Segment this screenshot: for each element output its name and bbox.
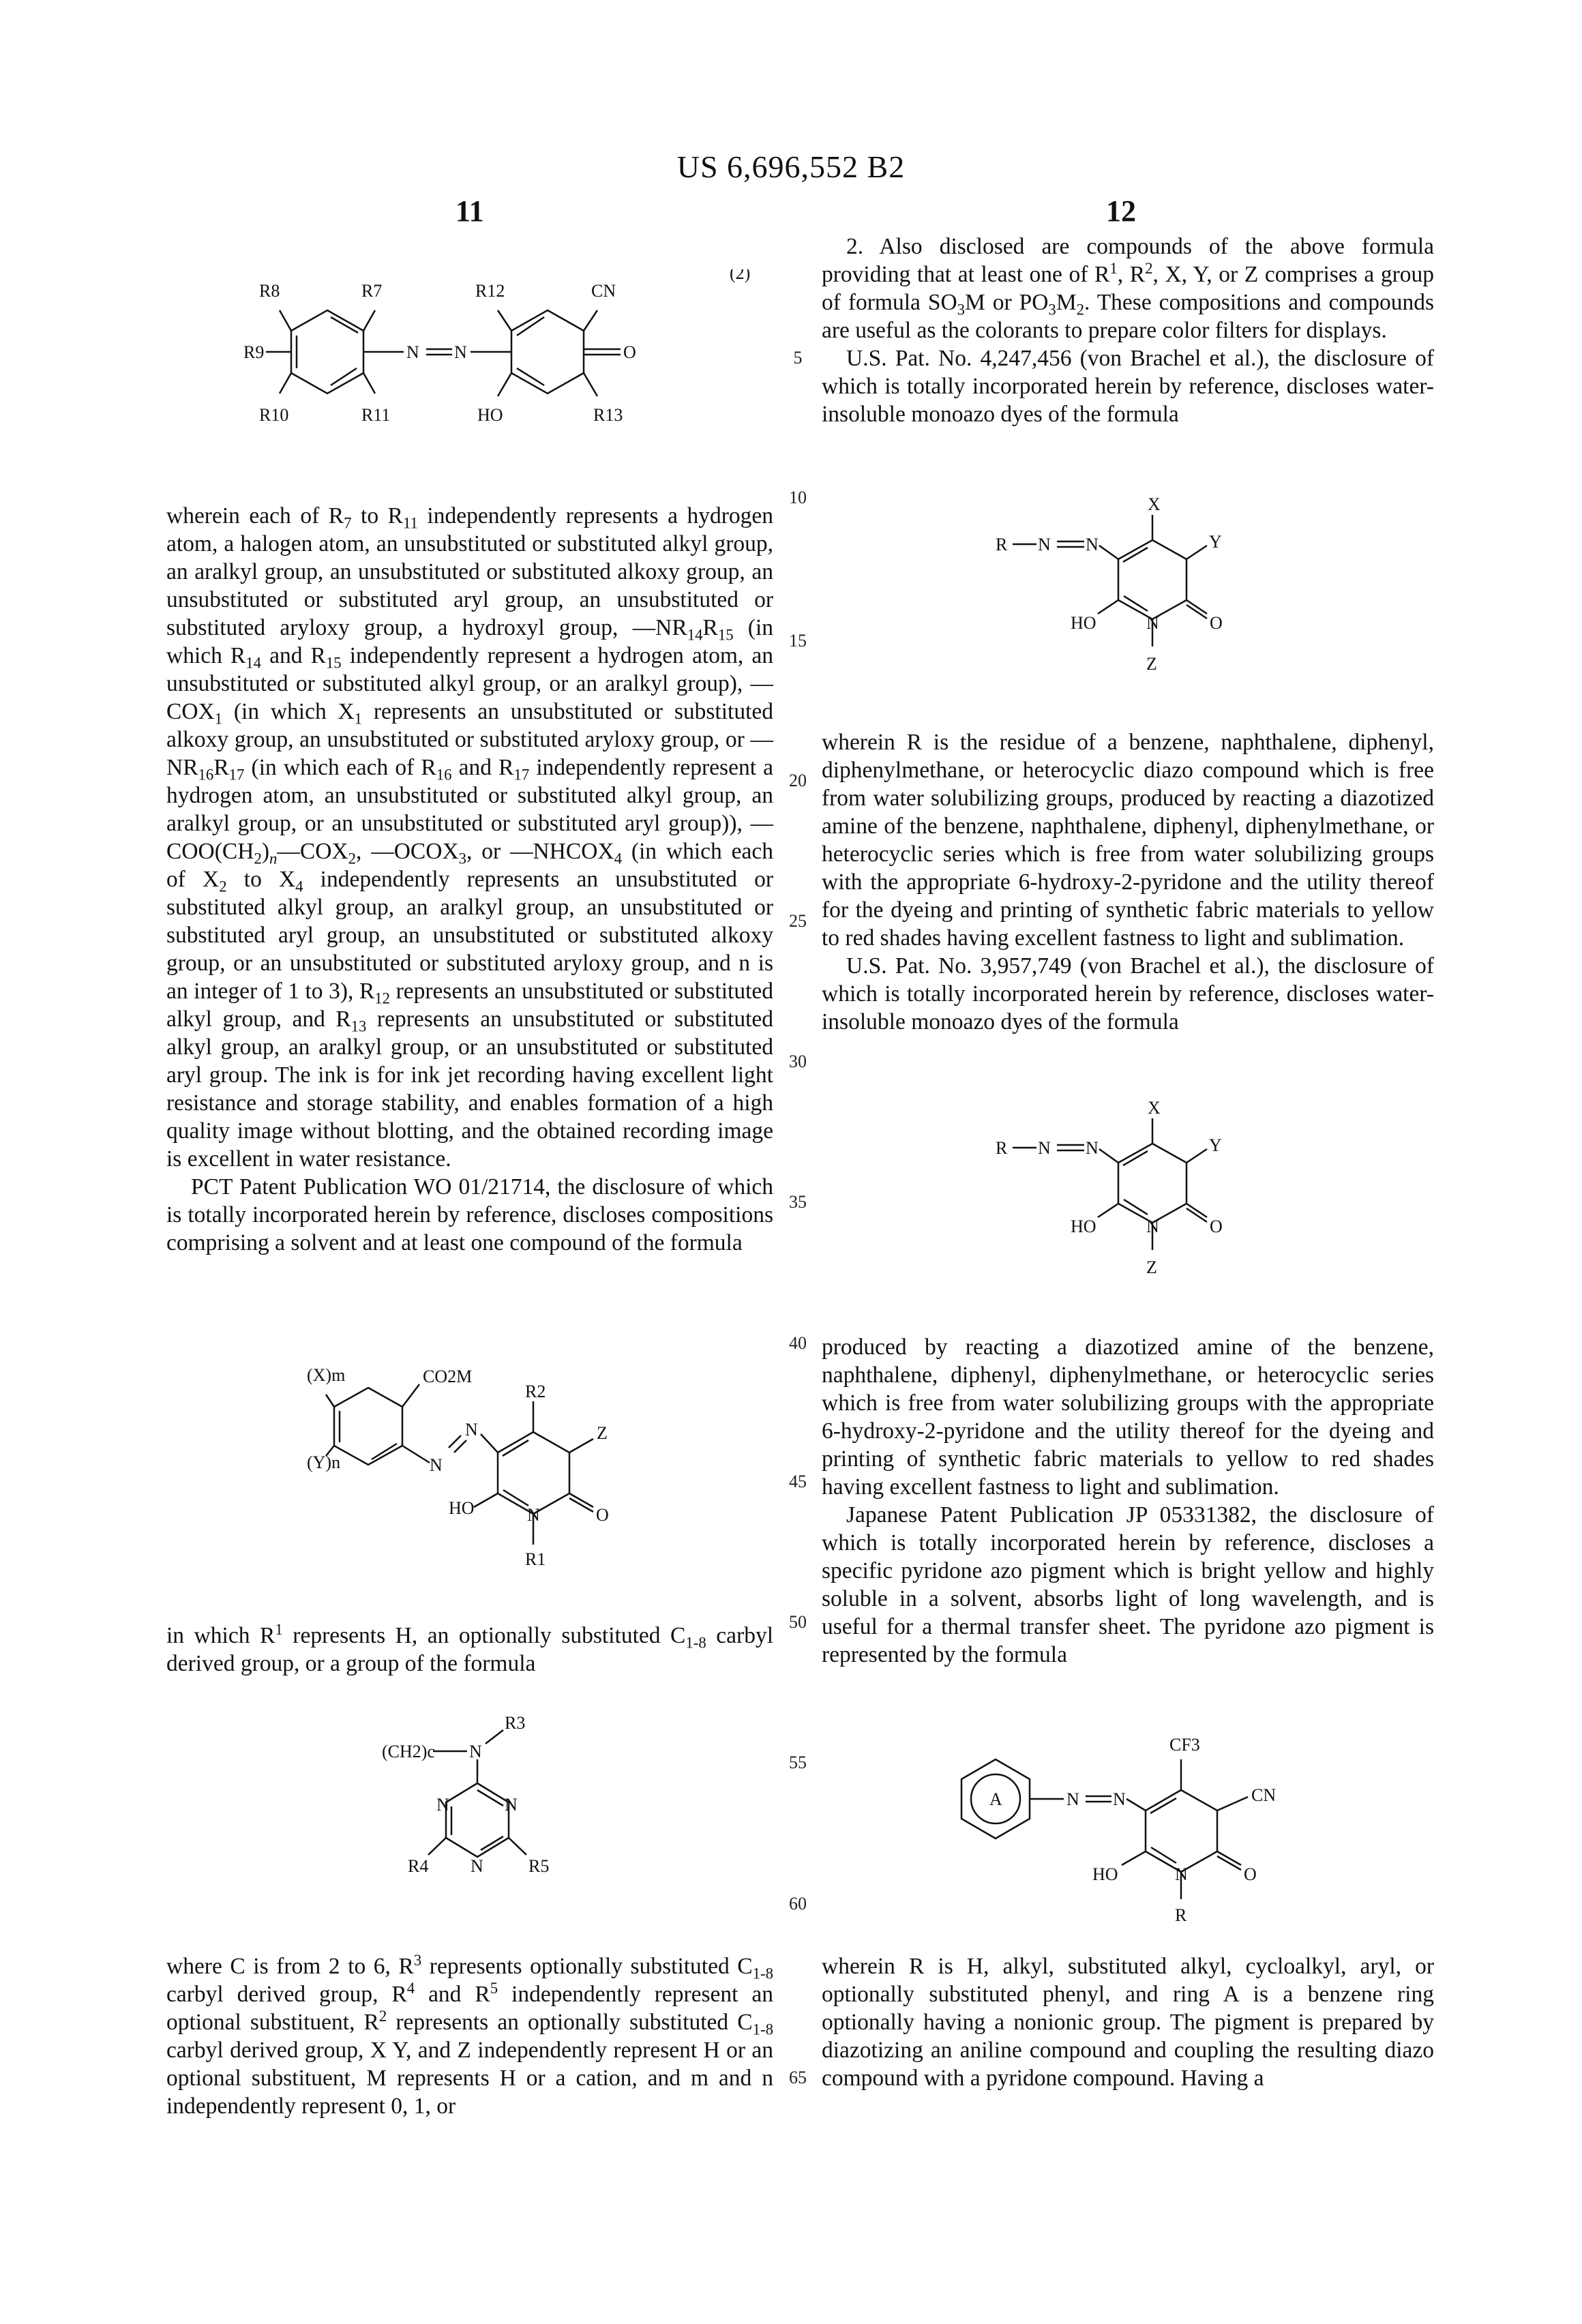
atom-label: N [1038, 1138, 1051, 1158]
paragraph: 2. Also disclosed are compounds of the above formula providing that at least one of R1, R2, X, Y, or Z comprises a group of formula SO3M or PO3M2. These compositions and compounds are useful as the colorants to prepare color filters for displays. [822, 233, 1434, 344]
line-number: 10 [777, 488, 818, 508]
paragraph: wherein R is the residue of a benzene, naphthalene, diphenyl, diphenylmethane, or heterocyclic diazo compound which is free from water solubilizing groups, produced by reacting a diazotized amine of the benzene, naphthalene, diphenyl, diphenylmethane, or heterocyclic series which is free from water solubilizing groups with the appropriate 6-hydroxy-2-pyridone and the utility thereof for the dyeing and printing of synthetic fabric materials to yellow to red shades having excellent fastness to light and sublimation. [822, 728, 1434, 952]
atom-label: N [1038, 535, 1051, 554]
atom-label: R5 [528, 1856, 549, 1876]
line-number: 55 [777, 1753, 818, 1773]
atom-label: N [505, 1795, 518, 1815]
line-number: 30 [777, 1052, 818, 1072]
line-number: 60 [777, 1894, 818, 1914]
paragraph: U.S. Pat. No. 4,247,456 (von Brachel et al.), the disclosure of which is totally incorporated herein by reference, discloses water-insoluble monoazo dyes of the formula [822, 344, 1434, 428]
atom-label: R4 [408, 1856, 428, 1876]
atom-label: N [465, 1420, 478, 1440]
atom-label: CN [1251, 1785, 1276, 1805]
formula-tag: (2) [730, 269, 750, 283]
atom-label: Z [1146, 654, 1157, 674]
line-number: 35 [777, 1192, 818, 1212]
page-number-left: 11 [456, 194, 484, 228]
page-number-right: 12 [1106, 194, 1136, 228]
structure-triazine [368, 1708, 655, 1916]
atom-label: Y [1209, 532, 1222, 552]
atom-label: R [1175, 1905, 1187, 1925]
right-column-block-4 [822, 1952, 1434, 2092]
atom-label: R9 [243, 342, 264, 362]
atom-label: HO [477, 405, 503, 425]
paragraph: wherein R is H, alkyl, substituted alkyl, cycloalkyl, aryl, or optionally substituted phenyl, and ring A is a benzene ring optionally having a nonionic group. The pigment is prepared by diazotizing an aniline compound and coupling the resulting diazo compound with a pyridone compound. Having a [822, 1952, 1434, 2092]
atom-label: HO [449, 1498, 475, 1518]
structure-pyridone-2 [982, 1088, 1282, 1316]
paragraph: Japanese Patent Publication JP 05331382, the disclosure of which is totally incorporated herein by reference, discloses a specific pyridone azo pigment which is bright yellow and highly soluble in a solvent, absorbs light of long wavelength, and is useful for a thermal transfer sheet. The pyridone azo pigment is represented by the formula [822, 1501, 1434, 1669]
paragraph: PCT Patent Publication WO 01/21714, the disclosure of which is totally incorporated herein by reference, discloses compositions comprising a solvent and at least one compound of the formula [166, 1173, 773, 1257]
line-number: 5 [777, 348, 818, 368]
paragraph: wherein each of R7 to R11 independently represents a hydrogen atom, a halogen atom, an unsubstituted or substituted alkyl group, an aralkyl group, an unsubstituted or substituted alkoxy group, an unsubstituted or substituted aryl group, an unsubstituted or substituted aryloxy group, a hydroxyl group, —NR14R15 (in which R14 and R15 independently represent a hydrogen atom, an unsubstituted or substituted alkyl group, or an aralkyl group), —COX1 (in which X1 represents an unsubstituted or substituted alkoxy group, an unsubstituted or substituted aryloxy group, or —NR16R17 (in which each of R16 and R17 independently represent a hydrogen atom, an unsubstituted or substituted alkyl group, an aralkyl group, or an unsubstituted or substituted aryl group)), —COO(CH2)n—COX2, —OCOX3, or —NHCOX4 (in which each of X2 to X4 independently represents an unsubstituted or substituted alkyl group, an aralkyl group, an unsubstituted or substituted aryl group, an unsubstituted or substituted alkoxy group, or an unsubstituted or substituted aryloxy group, and n is an integer of 1 to 3), R12 represents an unsubstituted or substituted alkyl group, and R13 represents an unsubstituted or substituted alkyl group, an aralkyl group, or an unsubstituted or substituted aryl group. The ink is for ink jet recording having excellent light resistance and storage stability, and enables formation of a high quality image without blotting, and the obtained recording image is excellent in water resistance. [166, 502, 773, 1173]
atom-label: Z [597, 1423, 608, 1443]
right-column-block-1 [822, 233, 1434, 428]
line-number: 25 [777, 911, 818, 932]
atom-label: R1 [525, 1549, 546, 1569]
line-number: 15 [777, 631, 818, 651]
atom-label: X [1148, 494, 1161, 514]
atom-label: N [471, 1856, 483, 1876]
atom-label: N [1086, 535, 1099, 554]
structure-pyridone-1 [982, 484, 1282, 713]
atom-label: R12 [475, 281, 505, 301]
left-column-block-1 [166, 502, 773, 1257]
atom-label: Z [1146, 1257, 1157, 1277]
line-number: 50 [777, 1612, 818, 1633]
atom-label: (Y)n [307, 1452, 340, 1472]
atom-label: N [1066, 1789, 1079, 1809]
atom-label: HO [1071, 613, 1096, 633]
atom-label: HO [1092, 1864, 1118, 1884]
atom-label: R2 [525, 1382, 546, 1401]
structure-jp-pigment [941, 1722, 1323, 1943]
atom-label: R7 [361, 281, 382, 301]
atom-label: CO2M [423, 1367, 472, 1386]
atom-label: N [527, 1505, 540, 1525]
atom-label: R [996, 1138, 1008, 1158]
atom-label: O [623, 342, 636, 362]
atom-label: O [1210, 613, 1223, 633]
atom-label: CF3 [1169, 1735, 1200, 1755]
line-number: 65 [777, 2068, 818, 2088]
line-number: 40 [777, 1333, 818, 1354]
atom-label: O [1244, 1864, 1257, 1884]
atom-label: Y [1209, 1135, 1222, 1155]
structure-formula-2 [225, 269, 777, 477]
paragraph: in which R1 represents H, an optionally substituted C1-8 carbyl derived group, or a group of the formula [166, 1622, 773, 1678]
structure-wo-pyridone [293, 1354, 716, 1589]
atom-label: N [469, 1742, 482, 1761]
atom-label: N [1146, 613, 1159, 633]
paragraph: where C is from 2 to 6, R3 represents optionally substituted C1-8 carbyl derived group, R4 and R5 independently represent an optional substituent, R2 represents an optionally substituted C1-8 carbyl derived group, X Y, and Z independently represent H or an optional substituent, M represents H or a cation, and m and n independently represent 0, 1, or [166, 1952, 773, 2120]
atom-label: N [1175, 1864, 1188, 1884]
atom-label: R11 [361, 405, 390, 425]
atom-label: N [436, 1795, 449, 1815]
paragraph: produced by reacting a diazotized amine of the benzene, naphthalene, diphenyl, diphenylmethane, or heterocyclic series which is free from water solubilizing groups with the appropriate 6-hydroxy-2-pyridone and the utility thereof for the dyeing and printing of synthetic fabric materials to yellow to red shades having excellent fastness to light and sublimation. [822, 1333, 1434, 1501]
left-column-block-3 [166, 1952, 773, 2120]
atom-label: N [454, 342, 467, 362]
atom-label: R [996, 535, 1008, 554]
atom-label: (X)m [307, 1365, 345, 1385]
atom-label: (CH2)c [382, 1742, 435, 1761]
atom-label: X [1148, 1098, 1161, 1118]
atom-label: CN [591, 281, 616, 301]
atom-label: HO [1071, 1217, 1096, 1236]
atom-label: N [406, 342, 419, 362]
atom-label: R13 [593, 405, 623, 425]
right-column-block-3 [822, 1333, 1434, 1669]
line-number: 20 [777, 771, 818, 791]
atom-label: O [596, 1505, 609, 1525]
atom-label: R10 [259, 405, 288, 425]
atom-label: N [430, 1455, 443, 1475]
line-number: 45 [777, 1472, 818, 1492]
atom-label: R3 [505, 1713, 525, 1733]
atom-label: N [1146, 1217, 1159, 1236]
paragraph: U.S. Pat. No. 3,957,749 (von Brachel et al.), the disclosure of which is totally incorporated herein by reference, discloses water-insoluble monoazo dyes of the formula [822, 952, 1434, 1036]
atom-label: R8 [259, 281, 280, 301]
right-column-block-2 [822, 728, 1434, 1036]
ring-label: A [989, 1789, 1002, 1809]
patent-number: US 6,696,552 B2 [0, 149, 1582, 185]
atom-label: N [1086, 1138, 1099, 1158]
atom-label: O [1210, 1217, 1223, 1236]
left-column-block-2 [166, 1622, 773, 1678]
atom-label: N [1113, 1789, 1126, 1809]
